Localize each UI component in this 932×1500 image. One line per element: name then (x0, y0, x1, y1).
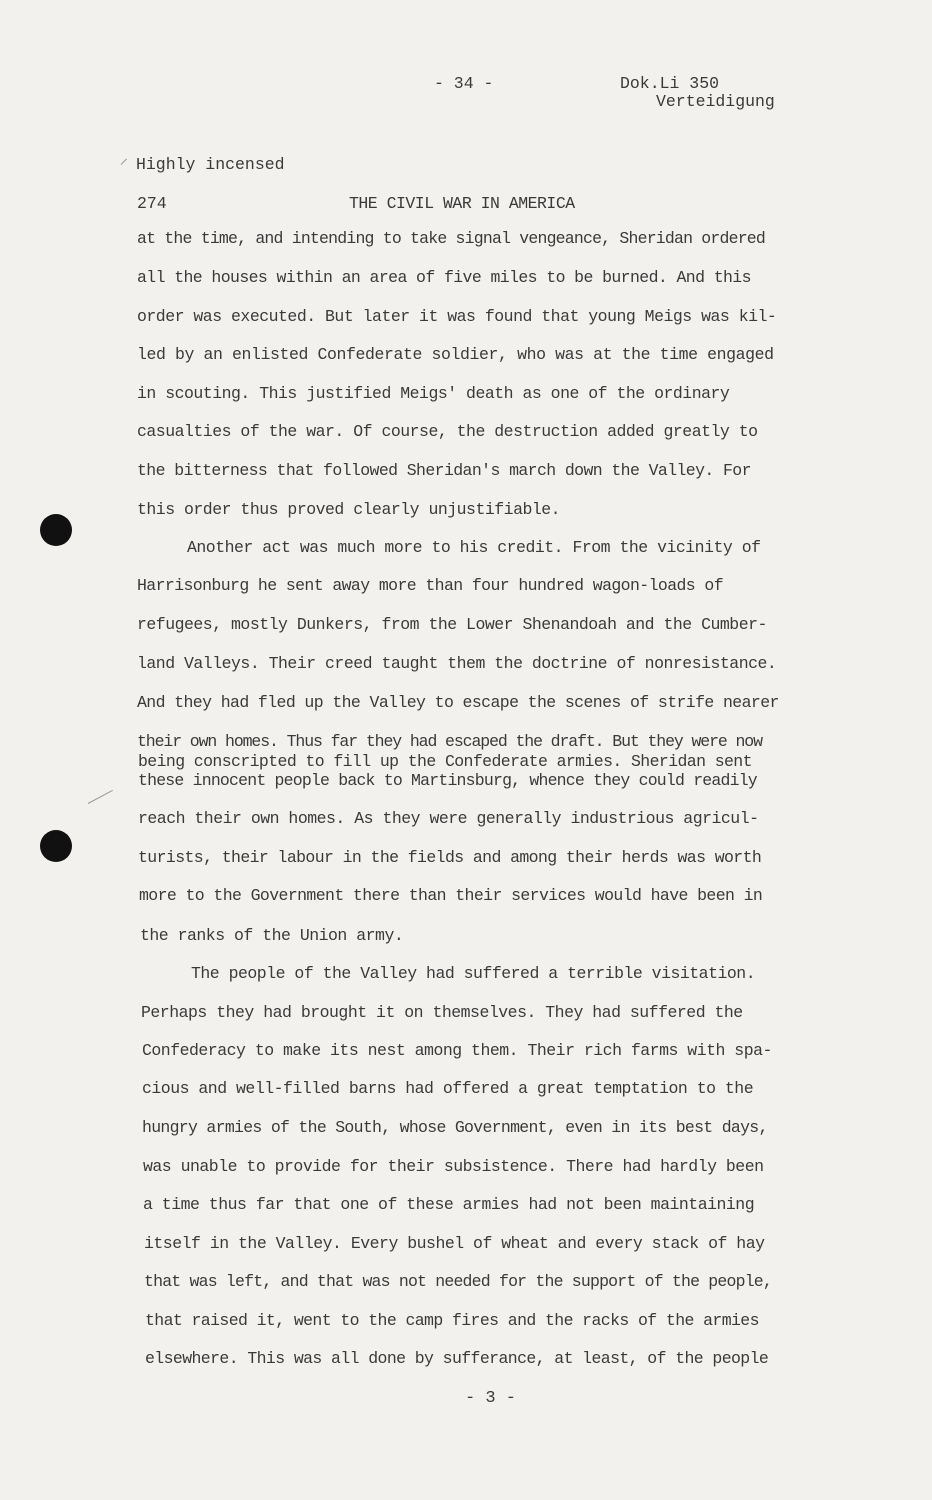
text-line: Harrisonburg he sent away more than four hundred wagon-loads of (137, 576, 724, 595)
text-line: led by an enlisted Confederate soldier, who was at the time engaged (137, 345, 774, 364)
header-doc-category: Verteidigung (656, 92, 775, 111)
text-line: their own homes. Thus far they had escaped the draft. But they were now (137, 732, 762, 751)
text-line: turists, their labour in the fields and among their herds was worth (138, 848, 762, 867)
text-line: being conscripted to fill up the Confederate armies. Sheridan sent (138, 752, 752, 771)
text-line: land Valleys. Their creed taught them the doctrine of nonresistance. (137, 654, 777, 673)
header-page-number: - 34 - (434, 74, 494, 93)
text-line: this order thus proved clearly unjustifiable. (137, 500, 561, 519)
text-line: in scouting. This justified Meigs' death as one of the ordinary (137, 384, 730, 403)
text-line: Perhaps they had brought it on themselves. They had suffered the (141, 1003, 743, 1022)
text-line: itself in the Valley. Every bushel of wheat and every stack of hay (144, 1234, 765, 1253)
text-line: And they had fled up the Valley to escape the scenes of strife nearer (137, 693, 779, 712)
text-line: that was left, and that was not needed for the support of the people, (144, 1272, 773, 1291)
text-line: the bitterness that followed Sheridan's march down the Valley. For (137, 461, 751, 480)
text-line: reach their own homes. As they were generally industrious agricul- (138, 809, 759, 828)
pencil-mark (88, 790, 113, 804)
text-line: order was executed. But later it was found that young Meigs was kil- (137, 307, 777, 326)
text-line: at the time, and intending to take signal vengeance, Sheridan ordered (137, 229, 766, 248)
text-line: all the houses within an area of five miles to be burned. And this (137, 268, 751, 287)
book-running-title: THE CIVIL WAR IN AMERICA (349, 194, 575, 213)
text-line: the ranks of the Union army. (140, 926, 404, 945)
footer-page-number: - 3 - (465, 1389, 517, 1408)
text-line: Confederacy to make its nest among them. Their rich farms with spa- (142, 1041, 772, 1060)
text-line: was unable to provide for their subsistence. There had hardly been (143, 1157, 764, 1176)
text-line: Another act was much more to his credit. From the vicinity of (187, 538, 761, 557)
punch-hole-top (40, 514, 72, 546)
punch-hole-bottom (40, 830, 72, 862)
text-line: a time thus far that one of these armies had not been maintaining (143, 1195, 755, 1214)
text-line: more to the Government there than their services would have been in (139, 886, 763, 905)
text-line: elsewhere. This was all done by sufferance, at least, of the people (145, 1349, 769, 1368)
annotation-text: Highly incensed (136, 155, 285, 174)
text-line: cious and well-filled barns had offered a great temptation to the (142, 1079, 754, 1098)
text-line: casualties of the war. Of course, the destruction added greatly to (137, 422, 758, 441)
pencil-tick (121, 158, 127, 164)
text-line: hungry armies of the South, whose Government, even in its best days, (142, 1118, 768, 1137)
text-line: The people of the Valley had suffered a terrible visitation. (191, 964, 756, 983)
header-doc-ref: Dok.Li 350 (620, 74, 720, 93)
book-page-number: 274 (137, 194, 167, 213)
text-line: that raised it, went to the camp fires and the racks of the armies (145, 1311, 759, 1330)
text-line: refugees, mostly Dunkers, from the Lower Shenandoah and the Cumber- (137, 615, 767, 634)
text-line: these innocent people back to Martinsburg, whence they could readily (138, 771, 757, 790)
